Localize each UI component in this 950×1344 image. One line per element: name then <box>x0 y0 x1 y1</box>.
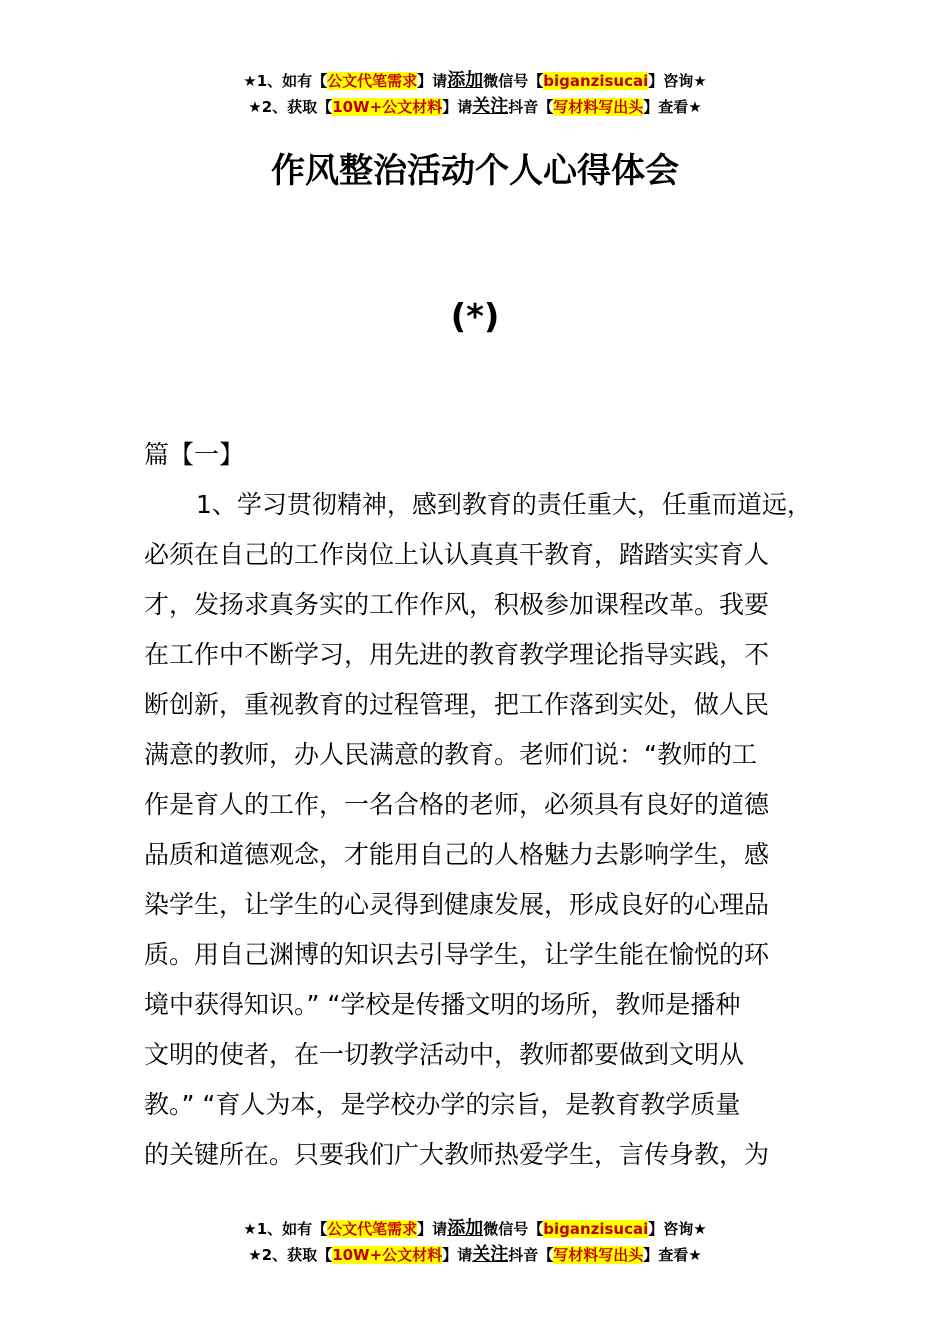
text-line: 文明的使者，在一切教学活动中，教师都要做到文明从 <box>144 1040 745 1069</box>
banner-text: 微信号【 <box>483 1220 544 1238</box>
banner-text: ★2、获取【 <box>248 1246 333 1264</box>
banner-line-2 <box>0 94 950 120</box>
banner-emphasis: 添加 <box>447 70 484 91</box>
text-line: 1、学习贯彻精神，感到教育的责任重大，任重而道远， <box>196 490 812 519</box>
text-line: 满意的教师，办人民满意的教育。老师们说：“教师的工 <box>144 740 757 769</box>
text-line: 染学生，让学生的心灵得到健康发展，形成良好的心理品 <box>144 890 770 919</box>
banner-line-1 <box>0 1216 950 1242</box>
banner-text: 】查看★ <box>643 1246 702 1264</box>
banner-text: 抖音【 <box>508 1246 554 1264</box>
text-line: 教。” “育人为本，是学校办学的宗旨，是教育教学质量 <box>144 1090 741 1119</box>
banner-text: 】咨询★ <box>648 1220 707 1238</box>
text-line: 境中获得知识。” “学校是传播文明的场所，教师是播种 <box>144 990 741 1019</box>
banner-text: 】咨询★ <box>648 72 707 90</box>
text-line: 的关键所在。只要我们广大教师热爱学生，言传身教，为 <box>144 1140 770 1169</box>
text-line: 品质和道德观念，才能用自己的人格魅力去影响学生，感 <box>144 840 770 869</box>
banner-wechat-id: biganzisucai <box>543 1220 649 1238</box>
banner-emphasis: 关注 <box>472 96 509 117</box>
section-heading: 篇【一】 <box>144 440 245 469</box>
banner-highlight: 10W+公文材料 <box>332 98 443 116</box>
banner-highlight: 公文代笔需求 <box>327 72 418 90</box>
banner-text: 】查看★ <box>643 98 702 116</box>
document-subtitle: (*) <box>450 297 500 337</box>
banner-emphasis: 添加 <box>447 1218 484 1239</box>
banner-highlight: 10W+公文材料 <box>332 1246 443 1264</box>
banner-text: 微信号【 <box>483 72 544 90</box>
banner-text: 】请 <box>442 98 473 116</box>
body-paragraph <box>144 480 824 1180</box>
header-banner <box>0 68 950 120</box>
banner-text: 抖音【 <box>508 98 554 116</box>
banner-text: 】请 <box>442 1246 473 1264</box>
banner-text: ★1、如有【 <box>243 1220 328 1238</box>
footer-banner <box>0 1216 950 1268</box>
banner-text: 】请 <box>417 72 448 90</box>
document-title: 作风整治活动个人心得体会 <box>271 151 679 191</box>
text-line: 作是育人的工作，一名合格的老师，必须具有良好的道德 <box>144 790 770 819</box>
banner-highlight: 公文代笔需求 <box>327 1220 418 1238</box>
banner-line-1 <box>0 68 950 94</box>
banner-line-2 <box>0 1242 950 1268</box>
text-line: 质。用自己渊博的知识去引导学生，让学生能在愉悦的环 <box>144 940 770 969</box>
banner-text: ★1、如有【 <box>243 72 328 90</box>
text-line: 在工作中不断学习，用先进的教育教学理论指导实践，不 <box>144 640 770 669</box>
banner-wechat-id: biganzisucai <box>543 72 649 90</box>
banner-text: ★2、获取【 <box>248 98 333 116</box>
banner-emphasis: 关注 <box>472 1244 509 1265</box>
banner-douyin-id: 写材料写出头 <box>553 1246 644 1264</box>
banner-text: 】请 <box>417 1220 448 1238</box>
banner-douyin-id: 写材料写出头 <box>553 98 644 116</box>
text-line: 才，发扬求真务实的工作作风，积极参加课程改革。我要 <box>144 590 770 619</box>
text-line: 断创新，重视教育的过程管理，把工作落到实处，做人民 <box>144 690 770 719</box>
text-line: 必须在自己的工作岗位上认认真真干教育，踏踏实实育人 <box>144 540 770 569</box>
